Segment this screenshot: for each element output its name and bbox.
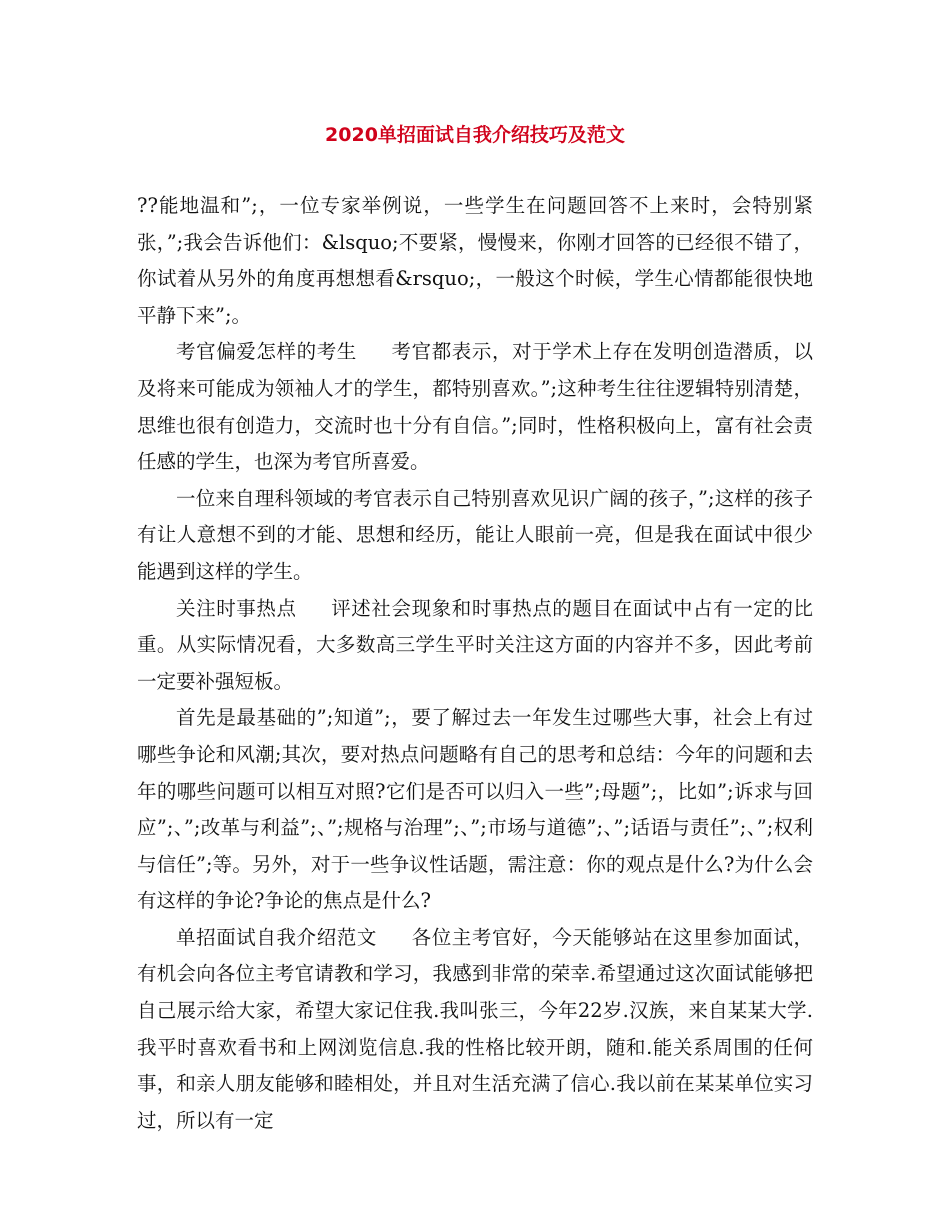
document-title: 2020单招面试自我介绍技巧及范文 (325, 124, 625, 146)
section-heading-current-affairs: 关注时事热点 (176, 596, 297, 620)
paragraph-5-text: 首先是最基础的”;知道”;，要了解过去一年发生过哪些大事，社会上有过哪些争论和风潮;其次，要对热点问题略有自己的思考和总结：今年的问题和去年的哪些问题可以相互对照?它们是否可以归入一些”;母题”;，比如”;诉求与回应”;、”;改革与利益”;、”;规格与治理”;、”;市场与道德”;、”;话语与责任”;、”;权利与信任”;等。另外，对于一些争议性话题，需注意：你的观点是什么?为什么会有这样的争论?争论的焦点是什么? (137, 706, 813, 913)
paragraph-3-text: 一位来自理科领域的考官表示自己特别喜欢见识广阔的孩子，”;这样的孩子有让人意想不到的才能、思想和经历，能让人眼前一亮，但是我在面试中很少能遇到这样的学生。 (137, 486, 813, 583)
paragraph-4-text: 评述社会现象和时事热点的题目在面试中占有一定的比重。从实际情况看，大多数高三学生平时关注这方面的内容并不多，因此考前一定要补强短板。 (137, 596, 813, 693)
section-heading-examiner-preference: 考官偏爱怎样的考生 (176, 340, 357, 364)
paragraph-1-text: ??能地温和”;，一位专家举例说，一些学生在问题回答不上来时，会特别紧张，”;我会告诉他们：&lsquo;不要紧，慢慢来，你刚才回答的已经很不错了，你试着从另外的角度再想想看&rsquo;，一般这个时候，学生心情都能很快地平静下来”;。 (137, 194, 813, 327)
paragraph-5 (137, 700, 813, 920)
paragraph-2-text: 考官都表示，对于学术上存在发明创造潜质，以及将来可能成为领袖人才的学生，都特别喜欢。”;这种考生往往逻辑特别清楚，思维也很有创造力，交流时也十分有自信。”;同时，性格积极向上，富有社会责任感的学生，也深为考官所喜爱。 (137, 340, 813, 474)
paragraph-3 (137, 481, 813, 591)
paragraph-6 (137, 920, 813, 1140)
document-body (137, 188, 813, 1139)
paragraph-1 (137, 188, 813, 334)
paragraph-4 (137, 591, 813, 701)
section-heading-sample-intro: 单招面试自我介绍范文 (176, 925, 377, 949)
paragraph-2 (137, 334, 813, 480)
paragraph-6-text: 各位主考官好，今天能够站在这里参加面试，有机会向各位主考官请教和学习，我感到非常的荣幸.希望通过这次面试能够把自己展示给大家，希望大家记住我.我叫张三，今年22岁.汉族，来自某某大学.我平时喜欢看书和上网浏览信息.我的性格比较开朗，随和.能关系周围的任何事，和亲人朋友能够和睦相处，并且对生活充满了信心.我以前在某某单位实习过，所以有一定 (137, 925, 813, 1132)
